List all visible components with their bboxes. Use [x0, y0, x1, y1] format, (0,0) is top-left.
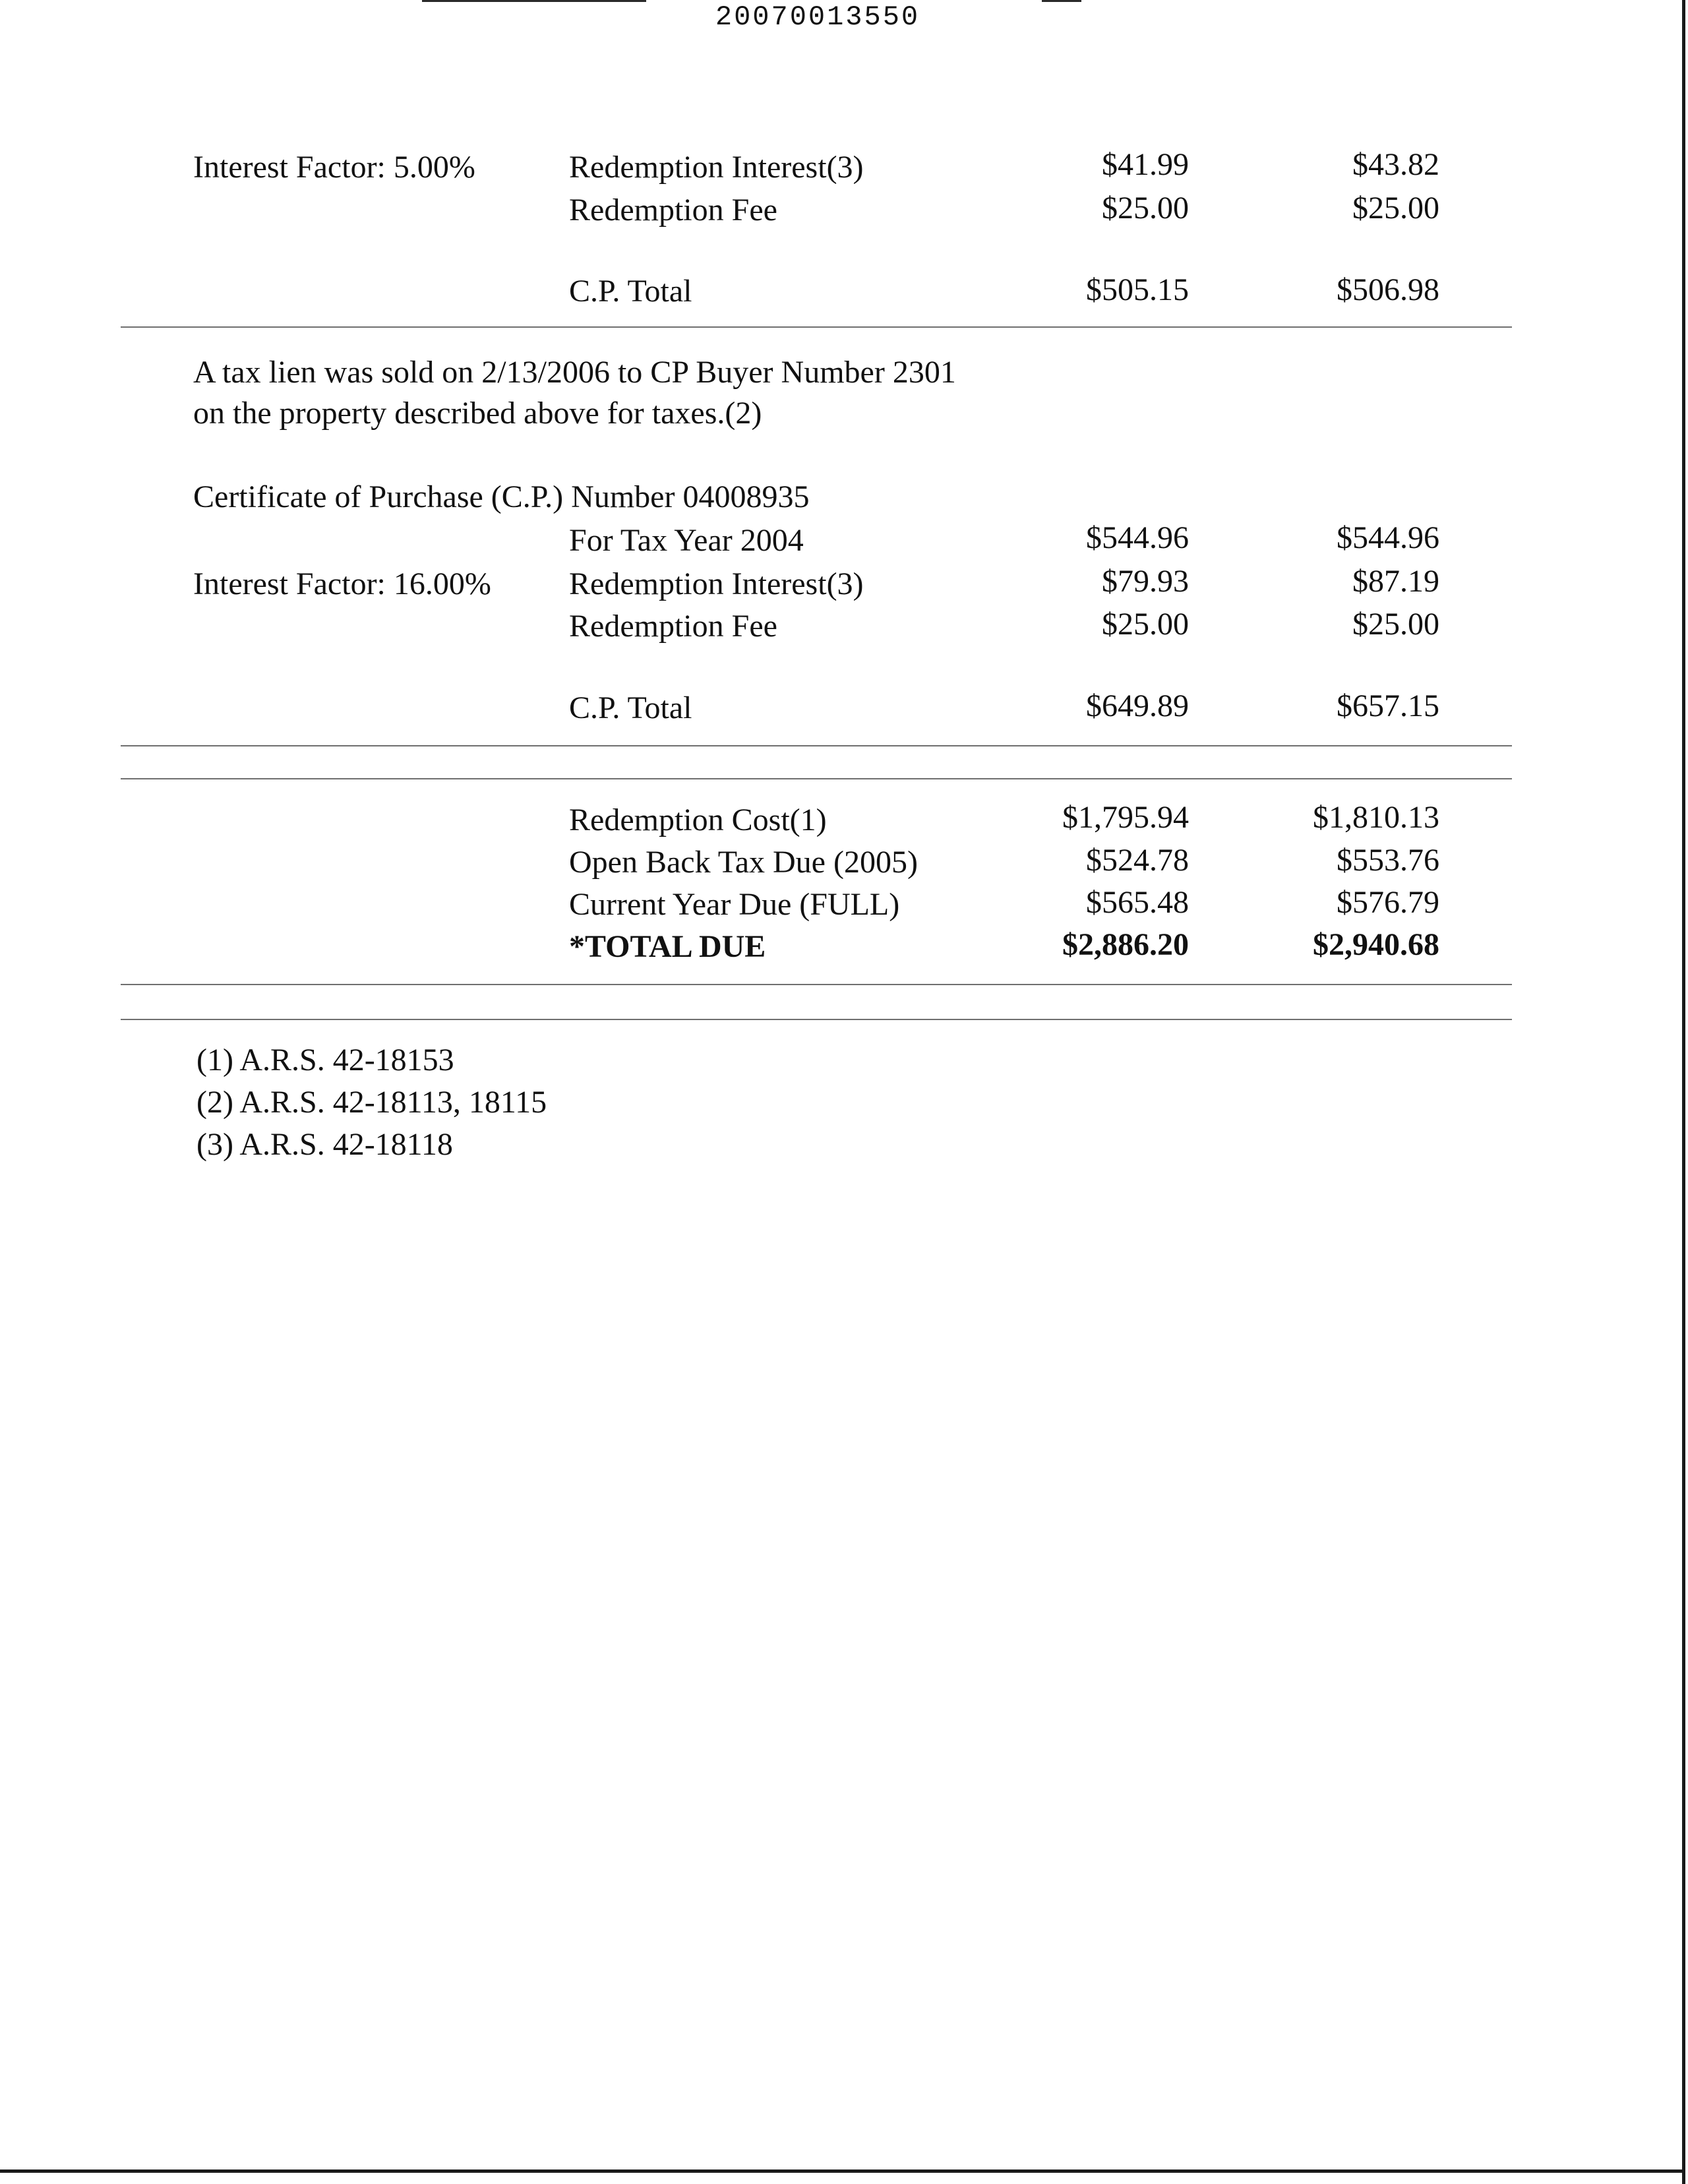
s2-total-label: C.P. Total: [569, 690, 692, 725]
interest-factor-2: Interest Factor: 16.00%: [193, 566, 491, 601]
s1-total-amount2: $506.98: [1337, 272, 1439, 307]
s2-row-amount1: $79.93: [1102, 564, 1189, 599]
interest-factor-1: Interest Factor: 5.00%: [193, 150, 475, 185]
summary-row-amount1: $524.78: [1086, 843, 1189, 878]
document-number: 20070013550: [715, 1, 920, 33]
s1-row-amount2: $43.82: [1352, 147, 1439, 182]
summary-row-amount2: $1,810.13: [1313, 800, 1439, 835]
footnote: (1) A.R.S. 42-18153: [196, 1043, 454, 1077]
s2-row-amount1: $25.00: [1102, 607, 1189, 642]
footnote: (2) A.R.S. 42-18113, 18115: [196, 1085, 547, 1120]
summary-row-amount2: $553.76: [1337, 843, 1439, 878]
divider: [121, 1019, 1512, 1020]
lien-notice-line2: on the property described above for taxes.(2): [193, 396, 762, 431]
summary-row-amount1: $1,795.94: [1062, 800, 1189, 835]
s2-total-amount2: $657.15: [1337, 688, 1439, 723]
s2-total-amount1: $649.89: [1086, 688, 1189, 723]
s1-row-amount1: $25.00: [1102, 191, 1189, 226]
s2-row-amount2: $87.19: [1352, 564, 1439, 599]
s1-row-amount1: $41.99: [1102, 147, 1189, 182]
page-border-right: [1682, 0, 1685, 2184]
s2-row-amount2: $25.00: [1352, 607, 1439, 642]
s1-row-amount2: $25.00: [1352, 191, 1439, 226]
summary-row-label: Current Year Due (FULL): [569, 887, 900, 922]
s2-row-amount2: $544.96: [1337, 520, 1439, 555]
total-due-label: *TOTAL DUE: [569, 929, 766, 964]
summary-row-amount2: $576.79: [1337, 885, 1439, 920]
s2-row-amount1: $544.96: [1086, 520, 1189, 555]
page-border-bottom: [0, 2169, 1685, 2173]
divider: [121, 778, 1512, 779]
summary-row-label: Redemption Cost(1): [569, 803, 827, 837]
summary-row-label: Open Back Tax Due (2005): [569, 845, 918, 880]
summary-row-amount1: $565.48: [1086, 885, 1189, 920]
certificate-number: Certificate of Purchase (C.P.) Number 04008935: [193, 479, 810, 514]
s1-row-label: Redemption Fee: [569, 193, 777, 228]
s1-total-label: C.P. Total: [569, 274, 692, 309]
s2-row-label: For Tax Year 2004: [569, 523, 804, 558]
total-due-amount1: $2,886.20: [1062, 927, 1189, 962]
divider: [121, 326, 1512, 328]
s1-row-label: Redemption Interest(3): [569, 150, 864, 185]
divider: [121, 745, 1512, 746]
s2-row-label: Redemption Interest(3): [569, 566, 864, 601]
footnote: (3) A.R.S. 42-18118: [196, 1127, 453, 1162]
total-due-amount2: $2,940.68: [1313, 927, 1439, 962]
s1-total-amount1: $505.15: [1086, 272, 1189, 307]
s2-row-label: Redemption Fee: [569, 609, 777, 644]
lien-notice-line1: A tax lien was sold on 2/13/2006 to CP Buyer Number 2301: [193, 355, 956, 390]
divider: [121, 984, 1512, 985]
